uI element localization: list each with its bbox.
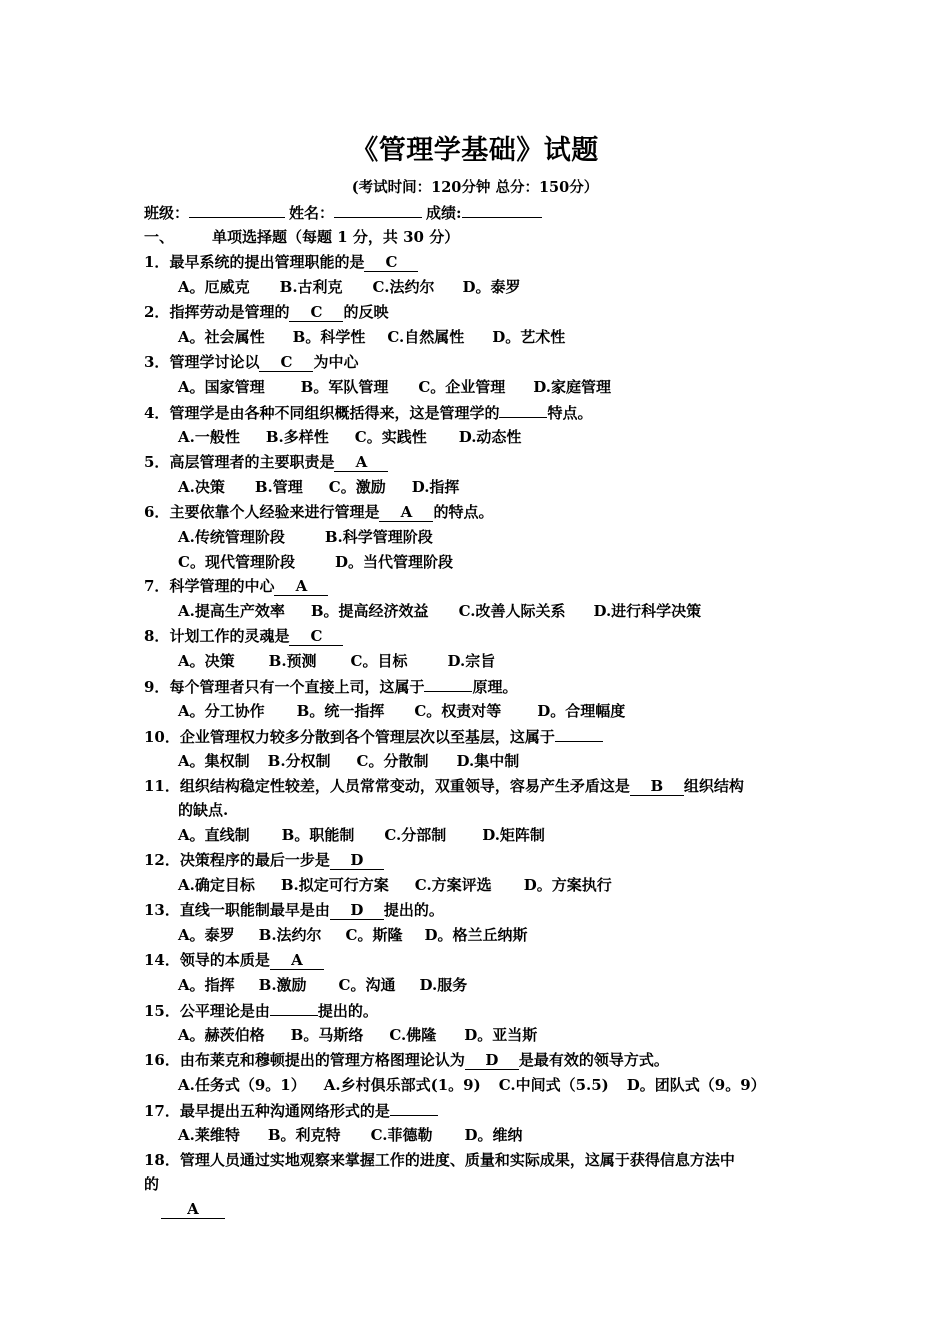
score-field[interactable] [462, 201, 542, 218]
option-choice[interactable]: C。实践性 [354, 428, 427, 446]
option-choice[interactable]: A。赫茨伯格 [178, 1026, 265, 1044]
option-choice[interactable]: A.莱维特 [178, 1126, 240, 1144]
option-choice[interactable]: D.指挥 [411, 478, 460, 496]
answer-blank[interactable]: B [630, 778, 684, 796]
answer-blank[interactable]: D [330, 852, 384, 870]
options-row [178, 875, 612, 895]
option-choice[interactable]: A。决策 [178, 652, 235, 670]
question-continuation: 的 [144, 1175, 160, 1193]
option-choice[interactable]: A.传统管理阶段 [178, 528, 285, 546]
answer-blank[interactable] [555, 726, 603, 742]
options-row [178, 701, 625, 721]
option-choice[interactable]: B。军队管理 [300, 378, 389, 396]
option-choice[interactable]: D。合理幅度 [537, 702, 626, 720]
answer-blank[interactable]: D [330, 902, 384, 920]
answer-blank[interactable]: D [465, 1052, 519, 1070]
question-14 [144, 950, 324, 970]
option-choice[interactable]: C.改善人际关系 [458, 602, 566, 620]
answer-blank[interactable]: C [364, 254, 418, 272]
options-row [178, 651, 495, 671]
option-choice[interactable]: D.矩阵制 [482, 826, 545, 844]
option-choice[interactable]: B.激励 [258, 976, 307, 994]
question-17 [144, 1100, 438, 1121]
options-row [178, 377, 611, 397]
question-text-suffix: 是最有效的领导方式。 [518, 1051, 669, 1069]
answer-blank[interactable] [424, 676, 472, 692]
option-choice[interactable]: B。利克特 [267, 1126, 341, 1144]
option-choice[interactable]: C。企业管理 [418, 378, 506, 396]
option-choice[interactable]: C.中间式（5.5) [498, 1076, 609, 1094]
question-text: 公平理论是由 [179, 1002, 270, 1020]
answer-blank[interactable] [390, 1100, 438, 1116]
question-number: 12． [144, 851, 180, 869]
question-text: 高层管理者的主要职责是 [169, 453, 335, 471]
option-choice[interactable]: C.菲德勒 [370, 1126, 433, 1144]
question-text: 最早提出五种沟通网络形式的是 [179, 1102, 390, 1120]
options-row [178, 751, 519, 771]
option-choice[interactable]: C.分部制 [384, 826, 447, 844]
question-13 [144, 900, 444, 920]
option-choice[interactable]: C。分散制 [356, 752, 429, 770]
question-number: 14． [144, 951, 180, 969]
answer-blank[interactable]: A [334, 454, 388, 472]
question-number: 13． [144, 901, 180, 919]
question-16 [144, 1050, 669, 1070]
option-choice[interactable]: B。职能制 [281, 826, 355, 844]
option-choice[interactable]: C。斯隆 [345, 926, 403, 944]
question-2 [144, 302, 388, 322]
question-text: 科学管理的中心 [169, 577, 275, 595]
question-number: 17． [144, 1102, 180, 1120]
question-5 [144, 452, 388, 472]
options-row [178, 925, 528, 945]
option-choice[interactable]: C.自然属性 [387, 328, 465, 346]
question-text-suffix: 提出的。 [317, 1002, 378, 1020]
question-12 [144, 850, 384, 870]
option-choice[interactable]: D。亚当斯 [464, 1026, 538, 1044]
question-text: 企业管理权力较多分散到各个管理层次以至基层，这属于 [179, 728, 555, 746]
option-choice[interactable]: D。格兰丘纳斯 [424, 926, 528, 944]
question-text-suffix: 的反映 [343, 303, 389, 321]
question-continuation: 的缺点. [178, 801, 229, 819]
question-text: 最早系统的提出管理职能的是 [169, 253, 365, 271]
section-number: 一、 [144, 228, 175, 246]
answer-blank[interactable]: C [259, 354, 313, 372]
options-row [178, 327, 565, 347]
question-number: 8． [144, 627, 170, 645]
question-text-suffix: 为中心 [313, 353, 359, 371]
question-text: 指挥劳动是管理的 [169, 303, 290, 321]
question-text: 领导的本质是 [179, 951, 270, 969]
question-7 [144, 576, 328, 596]
option-choice[interactable]: B.古利克 [279, 278, 343, 296]
option-choice[interactable]: A.任务式（9。1） [178, 1076, 306, 1094]
option-choice[interactable]: A。国家管理 [178, 378, 265, 396]
exam-title: 《管理学基础》试题 [351, 135, 599, 166]
question-text: 主要依靠个人经验来进行管理是 [169, 503, 380, 521]
option-choice[interactable]: B.拟定可行方案 [280, 876, 389, 894]
exam-subtitle: (考试时间：120分钟 总分：150分） [351, 179, 599, 196]
options-row [178, 1125, 522, 1145]
option-choice[interactable]: B.科学管理阶段 [324, 528, 433, 546]
option-choice[interactable]: D.动态性 [458, 428, 522, 446]
options-row [178, 277, 520, 297]
option-choice[interactable]: B。马斯络 [290, 1026, 364, 1044]
answer-blank[interactable]: C [289, 628, 343, 646]
question-number: 7． [144, 577, 170, 595]
class-field[interactable] [189, 201, 285, 218]
question-18 [144, 1150, 735, 1170]
question-text-suffix: 特点。 [547, 404, 593, 422]
option-choice[interactable]: D.家庭管理 [533, 378, 611, 396]
option-choice[interactable]: B.管理 [254, 478, 303, 496]
class-label: 班级： [144, 204, 190, 222]
option-choice[interactable]: D。团队式（9。9） [626, 1076, 766, 1094]
question-number: 18． [144, 1151, 180, 1169]
section-title: 单项选择题（每题 1 分，共 30 分） [212, 228, 460, 246]
option-choice[interactable]: C.佛隆 [389, 1026, 437, 1044]
question-number: 5． [144, 453, 170, 471]
option-choice[interactable]: A。厄威克 [178, 278, 250, 296]
answer-blank[interactable]: A [379, 504, 433, 522]
score-label: 成绩: [426, 204, 462, 222]
option-choice[interactable]: D.服务 [419, 976, 468, 994]
options-row [178, 1075, 766, 1095]
question-4 [144, 402, 592, 423]
answer-blank[interactable]: A [161, 1201, 225, 1219]
option-choice[interactable]: C。现代管理阶段 [178, 553, 295, 571]
question-text-suffix: 原理。 [472, 678, 518, 696]
options-row [178, 552, 453, 572]
name-field[interactable] [334, 201, 422, 218]
option-choice[interactable]: B.法约尔 [258, 926, 322, 944]
question-15 [144, 1000, 378, 1021]
option-choice[interactable]: B.预测 [268, 652, 317, 670]
option-choice[interactable]: D.宗旨 [447, 652, 496, 670]
question-text: 管理学讨论以 [169, 353, 260, 371]
student-info-line [144, 201, 542, 223]
option-choice[interactable]: A.提高生产效率 [178, 602, 285, 620]
question-text: 计划工作的灵魂是 [169, 627, 290, 645]
question-text: 组织结构稳定性较差，人员常常变动，双重领导，容易产生矛盾这是 [179, 777, 630, 795]
options-row [178, 601, 701, 621]
question-8 [144, 626, 343, 646]
options-row [178, 975, 467, 995]
option-choice[interactable]: B.多样性 [265, 428, 329, 446]
question-text-suffix: 组织结构 [683, 777, 744, 795]
option-choice[interactable]: A。直线制 [178, 826, 250, 844]
option-choice[interactable]: D.集中制 [456, 752, 520, 770]
option-choice[interactable]: A。指挥 [178, 976, 235, 994]
option-choice[interactable]: C.法约尔 [372, 278, 435, 296]
question-number: 4． [144, 404, 170, 422]
option-choice[interactable]: A.乡村俱乐部式(1。9) [323, 1076, 481, 1094]
question-3 [144, 352, 358, 372]
options-row [178, 825, 545, 845]
option-choice[interactable]: C.方案评选 [414, 876, 492, 894]
question-number: 6． [144, 503, 170, 521]
question-11 [144, 776, 744, 796]
option-choice[interactable]: D。维纳 [464, 1126, 523, 1144]
option-choice[interactable]: D。泰罗 [462, 278, 521, 296]
question-6 [144, 502, 493, 522]
question-number: 1． [144, 253, 170, 271]
option-choice[interactable]: D。艺术性 [492, 328, 566, 346]
option-choice[interactable]: A.决策 [178, 478, 225, 496]
option-choice[interactable]: D。方案执行 [523, 876, 612, 894]
option-choice[interactable]: C。权责对等 [414, 702, 502, 720]
option-choice[interactable]: A。分工协作 [178, 702, 265, 720]
question-text: 管理学是由各种不同组织概括得来，这是管理学的 [169, 404, 500, 422]
option-choice[interactable]: D。当代管理阶段 [334, 553, 453, 571]
answer-line [161, 1199, 225, 1219]
question-text: 管理人员通过实地观察来掌握工作的进度、质量和实际成果，这属于获得信息方法中 [179, 1151, 735, 1169]
option-choice[interactable]: A。泰罗 [178, 926, 235, 944]
options-row [178, 1025, 537, 1045]
question-text: 决策程序的最后一步是 [179, 851, 330, 869]
option-choice[interactable]: B。提高经济效益 [310, 602, 429, 620]
answer-blank[interactable]: C [289, 304, 343, 322]
answer-blank[interactable] [270, 1000, 318, 1016]
option-choice[interactable]: C。激励 [328, 478, 386, 496]
section-heading [144, 227, 459, 247]
question-number: 10． [144, 728, 180, 746]
option-choice[interactable]: B。科学性 [292, 328, 366, 346]
options-row [178, 427, 521, 447]
question-9 [144, 676, 517, 697]
option-choice[interactable]: B。统一指挥 [296, 702, 385, 720]
question-text: 每个管理者只有一个直接上司，这属于 [169, 678, 425, 696]
question-1 [144, 252, 418, 272]
question-text: 由布莱克和穆顿提出的管理方格图理论认为 [179, 1051, 465, 1069]
option-choice[interactable]: C。目标 [350, 652, 408, 670]
option-choice[interactable]: A.确定目标 [178, 876, 255, 894]
question-number: 15． [144, 1002, 180, 1020]
option-choice[interactable]: D.进行科学决策 [593, 602, 702, 620]
question-number: 2． [144, 303, 170, 321]
question-number: 3． [144, 353, 170, 371]
option-choice[interactable]: C。沟通 [338, 976, 396, 994]
options-row [178, 527, 433, 547]
question-number: 11． [144, 777, 180, 795]
option-choice[interactable]: A。社会属性 [178, 328, 265, 346]
option-choice[interactable]: B.分权制 [267, 752, 331, 770]
answer-blank[interactable]: A [270, 952, 324, 970]
question-10 [144, 726, 603, 747]
question-number: 9． [144, 678, 170, 696]
question-text-suffix: 提出的。 [383, 901, 444, 919]
name-label: 姓名： [289, 204, 335, 222]
question-number: 16． [144, 1051, 180, 1069]
question-text: 直线一职能制最早是由 [179, 901, 330, 919]
option-choice[interactable]: A.一般性 [178, 428, 240, 446]
answer-blank[interactable] [499, 402, 547, 418]
answer-blank[interactable]: A [274, 578, 328, 596]
question-text-suffix: 的特点。 [433, 503, 494, 521]
option-choice[interactable]: A。集权制 [178, 752, 250, 770]
options-row [178, 477, 459, 497]
